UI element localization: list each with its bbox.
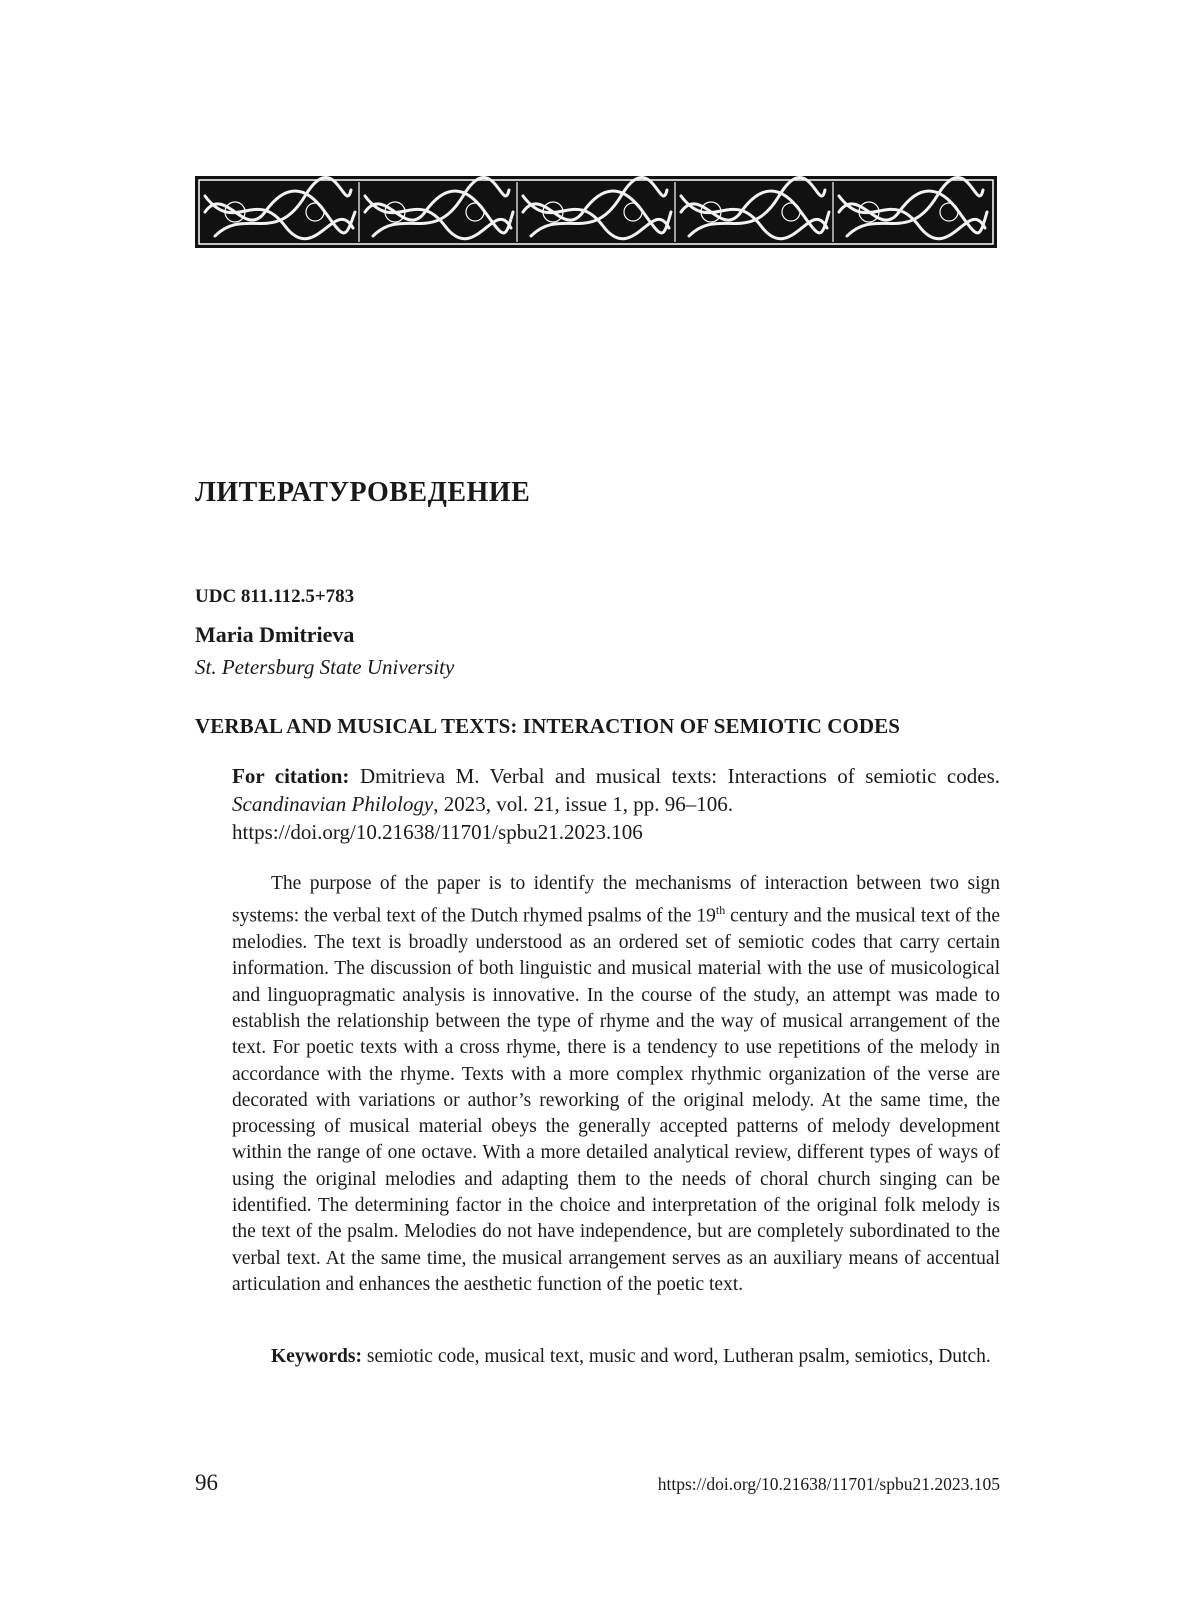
abstract (232, 871, 1000, 1298)
decorative-ornament-band (195, 176, 997, 248)
citation-doi-link[interactable]: https://doi.org/10.21638/11701/spbu21.2023.106 (232, 820, 643, 844)
abstract-part1: The purpose of the paper is to identify the mechanisms of interaction between two sign systems: the verbal text of the Dutch rhymed psalms of the 19 (232, 873, 1000, 927)
citation-label: For citation: (232, 764, 350, 788)
author-affiliation: St. Petersburg State University (195, 655, 455, 679)
page-number: 96 (195, 1470, 218, 1495)
celtic-knot-ornament-icon (195, 176, 997, 248)
keywords (232, 1344, 1000, 1370)
citation-text: Dmitrieva M. Verbal and musical texts: Interactions of semiotic codes. (349, 764, 1000, 788)
journal-name: Scandinavian Philology (232, 792, 434, 816)
author-name: Maria Dmitrieva (195, 622, 355, 647)
citation-details: , 2023, vol. 21, issue 1, pp. 96–106. (433, 792, 734, 816)
paper-title: VERBAL AND MUSICAL TEXTS: INTERACTION OF SEMIOTIC CODES (195, 714, 901, 738)
keywords-text: semiotic code, musical text, music and word, Lutheran psalm, semiotics, Dutch. (362, 1346, 991, 1367)
keywords-label: Keywords: (271, 1346, 362, 1367)
footer-doi-link[interactable]: https://doi.org/10.21638/11701/spbu21.2023.105 (657, 1474, 1000, 1494)
citation-block (232, 762, 1000, 846)
section-heading: ЛИТЕРАТУРОВЕДЕНИЕ (195, 477, 531, 508)
udc-code: UDC 811.112.5+783 (195, 586, 355, 607)
abstract-superscript: th (715, 903, 726, 918)
abstract-part2: century and the musical text of the melodies. The text is broadly understood as an ordered set of semiotic codes that carry certain information. The discussion of both linguistic and musical material with the use of musicological and linguopragmatic analysis is innovative. In the course of the study, an attempt was made to establish the relationship between the type of rhyme and the way of musical arrangement of the text. For poetic texts with a cross rhyme, there is a tendency to use repetitions of the melody in accordance with the rhyme. Texts with a more complex rhythmic organization of the verse are decorated with variations or author’s reworking of the original melody. At the same time, the processing of musical material obeys the generally accepted patterns of melody development within the range of one octave. With a more detailed analytical review, different types of ways of using the original melodies and adapting them to the needs of choral church singing can be identified. The determining factor in the choice and interpretation of the original folk melody is the text of the psalm. Melodies do not have independence, but are completely subordinated to the verbal text. At the same time, the musical arrangement serves as an auxiliary means of accentual articulation and enhances the aesthetic function of the poetic text. (232, 905, 1000, 1295)
